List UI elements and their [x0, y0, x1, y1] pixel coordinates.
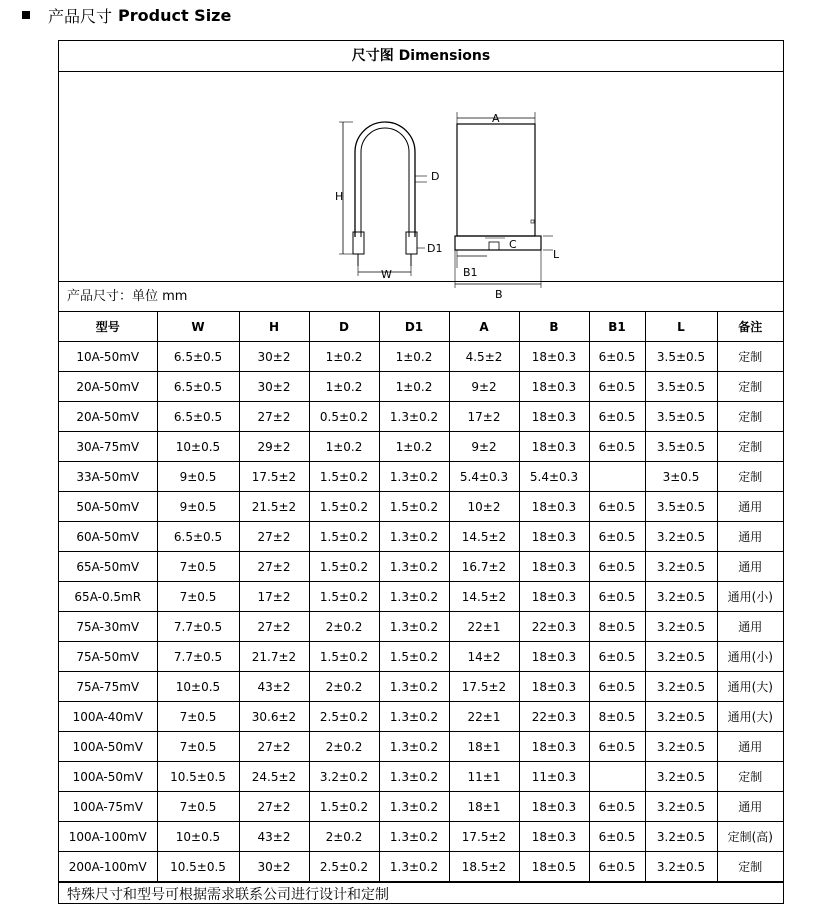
table-cell: 18±0.3: [519, 402, 589, 432]
table-cell: 1±0.2: [379, 432, 449, 462]
table-cell: 27±2: [239, 552, 309, 582]
table-row: [59, 762, 783, 792]
table-cell: 5.4±0.3: [449, 462, 519, 492]
table-row: [59, 792, 783, 822]
table-cell: 18±1: [449, 732, 519, 762]
table-cell: 1.5±0.2: [309, 792, 379, 822]
table-cell: 1.3±0.2: [379, 552, 449, 582]
table-cell: 定制: [717, 372, 783, 402]
section-header: [22, 4, 231, 26]
table-cell: 3.5±0.5: [645, 432, 717, 462]
table-cell: 1.5±0.2: [379, 642, 449, 672]
table-cell: 定制: [717, 852, 783, 882]
table-row: [59, 492, 783, 522]
table-cell: 27±2: [239, 612, 309, 642]
table-cell: 6±0.5: [589, 342, 645, 372]
table-cell: 18±0.3: [519, 372, 589, 402]
table-cell: 3.2±0.5: [645, 702, 717, 732]
table-row: [59, 372, 783, 402]
table-cell: 1.5±0.2: [309, 642, 379, 672]
table-cell: 通用: [717, 612, 783, 642]
table-cell: 100A-75mV: [59, 792, 157, 822]
table-cell: 1.3±0.2: [379, 402, 449, 432]
table-cell: 30A-75mV: [59, 432, 157, 462]
table-cell: 2±0.2: [309, 822, 379, 852]
table-cell: 20A-50mV: [59, 372, 157, 402]
table-row: [59, 612, 783, 642]
table-cell: 43±2: [239, 822, 309, 852]
spec-table: [59, 312, 783, 882]
table-cell: 9±0.5: [157, 462, 239, 492]
table-cell: [589, 462, 645, 492]
table-cell: 30.6±2: [239, 702, 309, 732]
table-cell: 6.5±0.5: [157, 372, 239, 402]
table-cell: 6.5±0.5: [157, 402, 239, 432]
table-cell: 7±0.5: [157, 582, 239, 612]
table-cell: 1±0.2: [379, 372, 449, 402]
column-header: L: [645, 312, 717, 342]
table-cell: 100A-40mV: [59, 702, 157, 732]
table-cell: 通用(小): [717, 582, 783, 612]
table-cell: 100A-50mV: [59, 732, 157, 762]
table-cell: 50A-50mV: [59, 492, 157, 522]
table-cell: 6±0.5: [589, 582, 645, 612]
table-cell: 43±2: [239, 672, 309, 702]
table-cell: 27±2: [239, 522, 309, 552]
table-cell: 6±0.5: [589, 522, 645, 552]
table-cell: 6±0.5: [589, 672, 645, 702]
table-cell: 2±0.2: [309, 732, 379, 762]
section-header-en: Product Size: [118, 5, 232, 25]
diagram-label-a: A: [492, 112, 500, 125]
table-cell: 通用: [717, 732, 783, 762]
table-cell: 10±0.5: [157, 672, 239, 702]
table-cell: 6±0.5: [589, 432, 645, 462]
u-shunt-side-view: [339, 122, 427, 276]
table-cell: 7±0.5: [157, 732, 239, 762]
column-header: D: [309, 312, 379, 342]
table-cell: 1.3±0.2: [379, 582, 449, 612]
table-cell: 75A-30mV: [59, 612, 157, 642]
unit-label: 产品尺寸：单位 mm: [59, 282, 783, 312]
table-cell: 1±0.2: [379, 342, 449, 372]
table-cell: 30±2: [239, 852, 309, 882]
table-cell: 3.2±0.5: [645, 522, 717, 552]
diagram-label-b: B: [495, 288, 503, 301]
table-cell: 27±2: [239, 792, 309, 822]
spec-frame: [58, 40, 784, 904]
table-row: [59, 822, 783, 852]
table-cell: 10±0.5: [157, 432, 239, 462]
table-cell: 18.5±2: [449, 852, 519, 882]
table-cell: 定制: [717, 432, 783, 462]
table-cell: 30±2: [239, 372, 309, 402]
table-cell: 3±0.5: [645, 462, 717, 492]
column-header: 备注: [717, 312, 783, 342]
table-cell: 通用: [717, 792, 783, 822]
table-cell: 3.5±0.5: [645, 492, 717, 522]
table-cell: 17.5±2: [449, 822, 519, 852]
table-cell: 1.3±0.2: [379, 732, 449, 762]
table-cell: 3.5±0.5: [645, 402, 717, 432]
table-cell: 22±0.3: [519, 612, 589, 642]
table-cell: 5.4±0.3: [519, 462, 589, 492]
table-row: [59, 432, 783, 462]
table-cell: 1.3±0.2: [379, 672, 449, 702]
table-cell: 27±2: [239, 732, 309, 762]
table-cell: 1.3±0.2: [379, 702, 449, 732]
table-cell: 200A-100mV: [59, 852, 157, 882]
table-cell: 65A-0.5mR: [59, 582, 157, 612]
table-cell: 6±0.5: [589, 792, 645, 822]
diagram-label-d1: D1: [427, 242, 443, 255]
table-cell: 1.3±0.2: [379, 822, 449, 852]
table-cell: 18±0.3: [519, 432, 589, 462]
table-cell: 1.5±0.2: [309, 582, 379, 612]
table-cell: 通用: [717, 552, 783, 582]
table-cell: 1.3±0.2: [379, 522, 449, 552]
table-cell: 3.2±0.2: [309, 762, 379, 792]
table-cell: 17.5±2: [239, 462, 309, 492]
table-cell: 75A-75mV: [59, 672, 157, 702]
table-cell: 0.5±0.2: [309, 402, 379, 432]
table-cell: 16.7±2: [449, 552, 519, 582]
table-cell: 7.7±0.5: [157, 642, 239, 672]
table-cell: 定制: [717, 402, 783, 432]
table-cell: 2.5±0.2: [309, 702, 379, 732]
table-cell: 18±0.3: [519, 672, 589, 702]
table-cell: 75A-50mV: [59, 642, 157, 672]
table-header-row: [59, 312, 783, 342]
table-cell: 3.2±0.5: [645, 642, 717, 672]
table-cell: 6±0.5: [589, 732, 645, 762]
table-cell: 3.2±0.5: [645, 732, 717, 762]
table-cell: 18±0.3: [519, 492, 589, 522]
table-cell: 6±0.5: [589, 642, 645, 672]
table-cell: 21.7±2: [239, 642, 309, 672]
table-cell: 22±1: [449, 612, 519, 642]
column-header: H: [239, 312, 309, 342]
column-header: 型号: [59, 312, 157, 342]
column-header: W: [157, 312, 239, 342]
table-cell: 定制: [717, 462, 783, 492]
footer-note: 特殊尺寸和型号可根据需求联系公司进行设计和定制: [59, 882, 783, 907]
table-cell: 18±0.3: [519, 342, 589, 372]
table-cell: 18±0.3: [519, 522, 589, 552]
table-row: [59, 702, 783, 732]
table-cell: 7±0.5: [157, 702, 239, 732]
table-cell: 1.5±0.2: [309, 492, 379, 522]
table-cell: 11±1: [449, 762, 519, 792]
table-cell: 10±2: [449, 492, 519, 522]
table-cell: 10.5±0.5: [157, 762, 239, 792]
table-cell: 9±0.5: [157, 492, 239, 522]
table-cell: 14.5±2: [449, 582, 519, 612]
table-cell: 21.5±2: [239, 492, 309, 522]
diagram-label-d: D: [431, 170, 440, 183]
table-cell: 定制: [717, 762, 783, 792]
table-cell: 30±2: [239, 342, 309, 372]
table-cell: 18±0.3: [519, 822, 589, 852]
table-row: [59, 342, 783, 372]
table-cell: 9±2: [449, 432, 519, 462]
table-cell: 6.5±0.5: [157, 522, 239, 552]
table-cell: 3.5±0.5: [645, 372, 717, 402]
table-cell: 65A-50mV: [59, 552, 157, 582]
table-cell: 18±0.3: [519, 792, 589, 822]
table-cell: 1.3±0.2: [379, 852, 449, 882]
table-cell: 17.5±2: [449, 672, 519, 702]
table-cell: 定制(高): [717, 822, 783, 852]
diagram-label-w: W: [381, 268, 392, 281]
table-cell: 2±0.2: [309, 612, 379, 642]
table-cell: 6±0.5: [589, 852, 645, 882]
table-cell: 1.5±0.2: [379, 492, 449, 522]
table-cell: 4.5±2: [449, 342, 519, 372]
table-cell: 1±0.2: [309, 432, 379, 462]
table-cell: 17±2: [239, 582, 309, 612]
table-cell: 通用(小): [717, 642, 783, 672]
column-header: A: [449, 312, 519, 342]
table-cell: 27±2: [239, 402, 309, 432]
table-cell: 24.5±2: [239, 762, 309, 792]
table-cell: 7.7±0.5: [157, 612, 239, 642]
table-cell: 3.2±0.5: [645, 582, 717, 612]
table-cell: 6.5±0.5: [157, 342, 239, 372]
table-cell: 1.5±0.2: [309, 552, 379, 582]
table-cell: 1.5±0.2: [309, 462, 379, 492]
table-cell: 8±0.5: [589, 702, 645, 732]
table-cell: 8±0.5: [589, 612, 645, 642]
table-cell: 1±0.2: [309, 342, 379, 372]
table-cell: 60A-50mV: [59, 522, 157, 552]
table-cell: 100A-100mV: [59, 822, 157, 852]
table-cell: 1.3±0.2: [379, 612, 449, 642]
table-cell: 通用: [717, 492, 783, 522]
table-cell: 14.5±2: [449, 522, 519, 552]
table-cell: 3.5±0.5: [645, 342, 717, 372]
table-cell: [589, 762, 645, 792]
column-header: B1: [589, 312, 645, 342]
table-cell: 20A-50mV: [59, 402, 157, 432]
table-row: [59, 402, 783, 432]
table-cell: 6±0.5: [589, 402, 645, 432]
table-cell: 3.2±0.5: [645, 552, 717, 582]
table-cell: 2.5±0.2: [309, 852, 379, 882]
table-cell: 3.2±0.5: [645, 672, 717, 702]
table-cell: 6±0.5: [589, 492, 645, 522]
table-cell: 通用(大): [717, 672, 783, 702]
table-cell: 10±0.5: [157, 822, 239, 852]
table-cell: 22±1: [449, 702, 519, 732]
table-cell: 100A-50mV: [59, 762, 157, 792]
table-row: [59, 552, 783, 582]
table-cell: 11±0.3: [519, 762, 589, 792]
table-cell: 18±0.5: [519, 852, 589, 882]
table-row: [59, 852, 783, 882]
table-row: [59, 732, 783, 762]
table-cell: 29±2: [239, 432, 309, 462]
table-cell: 6±0.5: [589, 552, 645, 582]
table-cell: 18±0.3: [519, 552, 589, 582]
diagram-label-l: L: [553, 248, 560, 261]
table-cell: 10.5±0.5: [157, 852, 239, 882]
table-cell: 通用: [717, 522, 783, 552]
table-cell: 定制: [717, 342, 783, 372]
table-cell: 6±0.5: [589, 372, 645, 402]
table-cell: 3.2±0.5: [645, 792, 717, 822]
table-row: [59, 582, 783, 612]
table-cell: 1.5±0.2: [309, 522, 379, 552]
dimensions-title: 尺寸图 Dimensions: [59, 41, 783, 72]
table-cell: 3.2±0.5: [645, 852, 717, 882]
column-header: B: [519, 312, 589, 342]
table-cell: 通用(大): [717, 702, 783, 732]
table-cell: 18±1: [449, 792, 519, 822]
table-cell: 7±0.5: [157, 792, 239, 822]
table-cell: 3.2±0.5: [645, 762, 717, 792]
table-cell: 2±0.2: [309, 672, 379, 702]
table-row: [59, 522, 783, 552]
bullet-square-icon: [22, 11, 30, 19]
table-row: [59, 672, 783, 702]
table-body: [59, 342, 783, 882]
table-cell: 7±0.5: [157, 552, 239, 582]
table-cell: 1.3±0.2: [379, 762, 449, 792]
diagram-label-c: C: [509, 238, 517, 251]
table-cell: 1.3±0.2: [379, 462, 449, 492]
section-header-cn: 产品尺寸: [48, 6, 113, 26]
table-cell: 17±2: [449, 402, 519, 432]
table-row: [59, 642, 783, 672]
table-cell: 1±0.2: [309, 372, 379, 402]
table-cell: 1.3±0.2: [379, 792, 449, 822]
table-cell: 22±0.3: [519, 702, 589, 732]
column-header: D1: [379, 312, 449, 342]
table-cell: 10A-50mV: [59, 342, 157, 372]
table-cell: 3.2±0.5: [645, 822, 717, 852]
table-cell: 33A-50mV: [59, 462, 157, 492]
table-cell: 18±0.3: [519, 642, 589, 672]
table-cell: 3.2±0.5: [645, 612, 717, 642]
table-cell: 14±2: [449, 642, 519, 672]
diagram-label-h: H: [335, 190, 344, 203]
table-cell: 18±0.3: [519, 582, 589, 612]
table-row: [59, 462, 783, 492]
table-cell: 18±0.3: [519, 732, 589, 762]
table-cell: 9±2: [449, 372, 519, 402]
table-cell: 6±0.5: [589, 822, 645, 852]
diagram-label-b1: B1: [463, 266, 478, 279]
shunt-front-view: [455, 112, 553, 288]
